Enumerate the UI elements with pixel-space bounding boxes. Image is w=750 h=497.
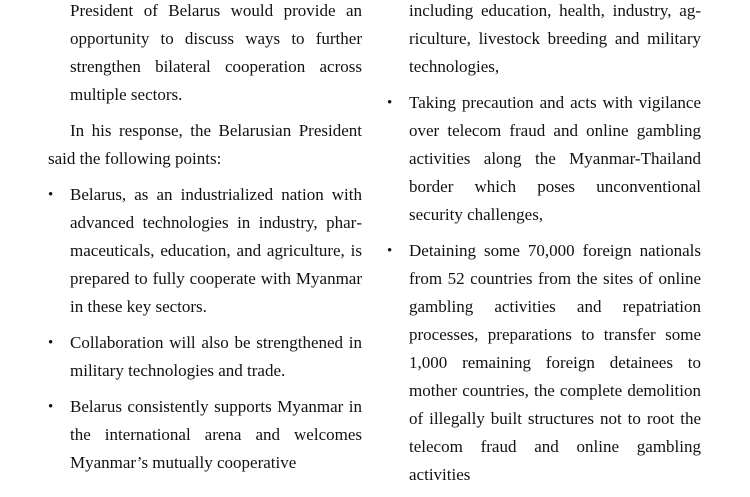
list-item-text: Belarus consistently supports Myanmar in the international arena and welcomes Myanmar’s mutually cooperative xyxy=(70,397,362,472)
continuation-paragraph: President of Belarus would provide an opportunity to discuss ways to further strengthen bilateral cooperation across multiple sectors. xyxy=(70,1,362,104)
bullet-icon: • xyxy=(387,243,393,259)
left-column xyxy=(48,0,362,485)
list-item xyxy=(48,181,362,321)
response-intro-paragraph: In his response, the Belarusian President said the following points: xyxy=(48,121,362,168)
list-item-text: Detaining some 70,000 foreign nationals from 52 countries from the sites of online gambling activities and repatriation processes, preparations to transfer some 1,000 remaining foreign detainees to mother countries, the complete demolition of illegally built structures not to root the telecom fraud and online gambling activities xyxy=(409,241,701,484)
list-item xyxy=(387,237,701,489)
list-item-text: Belarus, as an industrialized nation with advanced technologies in industry, pharmaceuticals, education, and agriculture, is prepared to fully cooperate with Myanmar in these key sectors. xyxy=(70,185,362,316)
right-column xyxy=(387,0,701,497)
bullet-icon: • xyxy=(48,399,54,415)
bullet-icon: • xyxy=(48,187,54,203)
bullet-icon: • xyxy=(387,95,393,111)
myanmar-points-list xyxy=(387,89,701,489)
list-item-text: Collaboration will also be strengthened in military technologies and trade. xyxy=(70,333,362,380)
continuation-paragraph: including education, health, industry, agriculture, livestock breeding and military technologies, xyxy=(409,1,701,76)
list-item xyxy=(387,89,701,229)
list-item xyxy=(48,393,362,477)
bullet-icon: • xyxy=(48,335,54,351)
list-item xyxy=(48,329,362,385)
list-item-text: Taking precaution and acts with vigilance over telecom fraud and online gambling activities along the Myanmar-Thailand border which poses unconventional security challenges, xyxy=(409,93,701,224)
belarus-points-list xyxy=(48,181,362,477)
